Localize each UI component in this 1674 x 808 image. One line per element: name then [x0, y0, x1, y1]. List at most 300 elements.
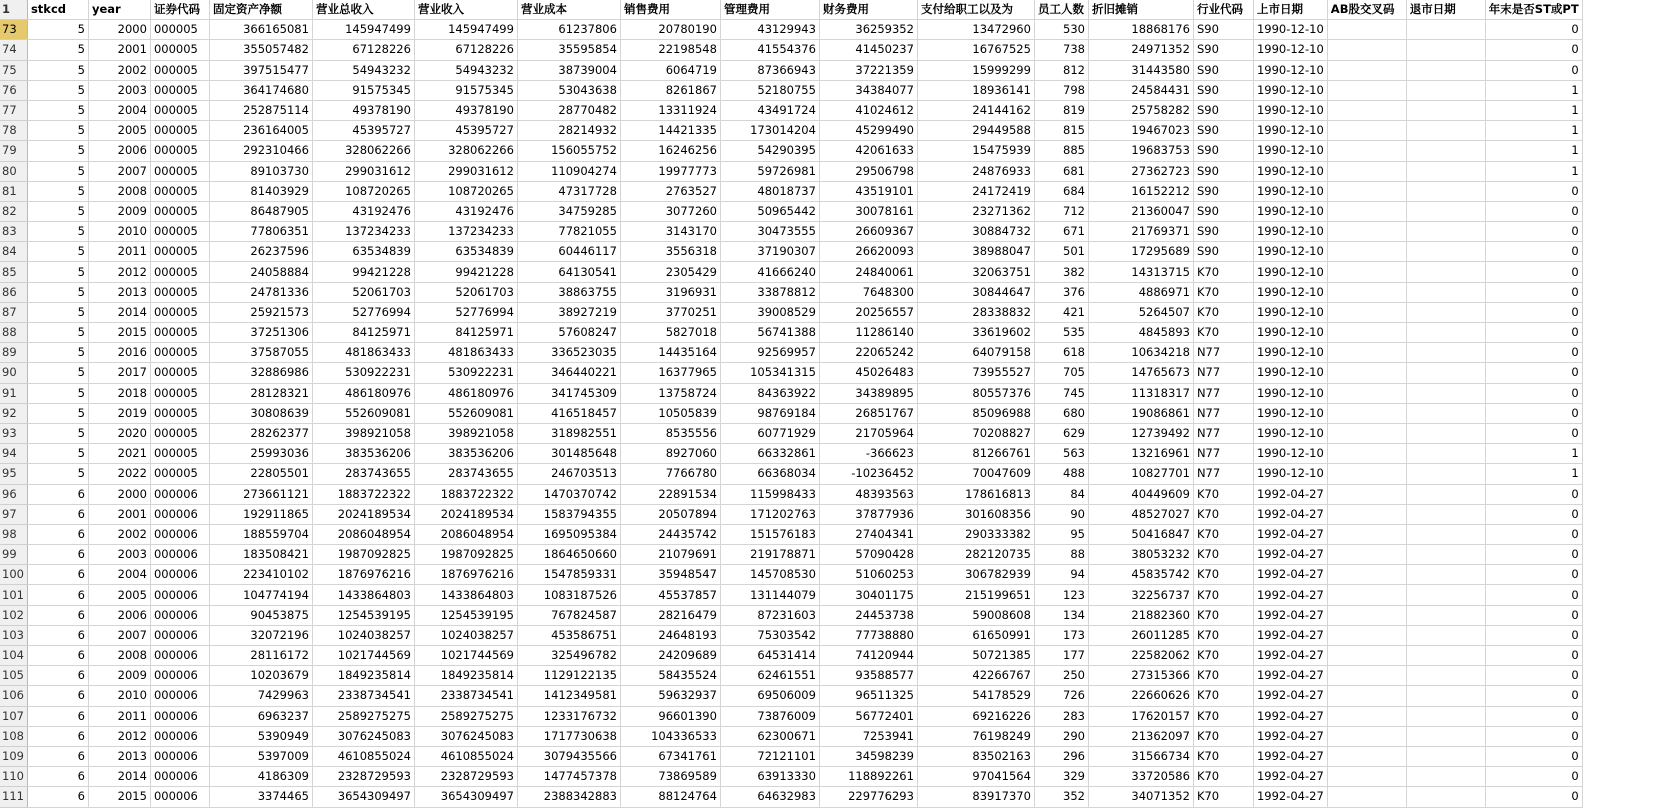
cell-admin_exp[interactable]: 33878812	[720, 282, 819, 302]
cell-fixed_assets[interactable]: 6963237	[209, 706, 312, 726]
cell-year[interactable]: 2007	[88, 161, 150, 181]
cell-admin_exp[interactable]: 145708530	[720, 565, 819, 585]
cell-cost[interactable]: 346440221	[517, 363, 620, 383]
cell-code[interactable]: 000006	[150, 625, 209, 645]
cell-delist[interactable]	[1406, 706, 1485, 726]
cell-employees[interactable]: 421	[1034, 302, 1088, 322]
cell-sales_exp[interactable]: 22198548	[620, 40, 720, 60]
cell-fixed_assets[interactable]: 89103730	[209, 161, 312, 181]
cell-fin_exp[interactable]: 30078161	[819, 201, 917, 221]
cell-industry[interactable]: N77	[1193, 363, 1253, 383]
cell-admin_exp[interactable]: 37190307	[720, 242, 819, 262]
cell-delist[interactable]	[1406, 201, 1485, 221]
cell-admin_exp[interactable]: 66368034	[720, 464, 819, 484]
cell-sales_exp[interactable]: 21079691	[620, 545, 720, 565]
cell-cost[interactable]: 325496782	[517, 646, 620, 666]
cell-cost[interactable]: 1233176732	[517, 706, 620, 726]
cell-fin_exp[interactable]: 48393563	[819, 484, 917, 504]
cell-depr[interactable]: 21882360	[1088, 605, 1193, 625]
cell-depr[interactable]: 19467023	[1088, 121, 1193, 141]
cell-stkcd[interactable]: 5	[27, 343, 88, 363]
cell-cost[interactable]: 1695095384	[517, 524, 620, 544]
cell-fixed_assets[interactable]: 3374465	[209, 787, 312, 807]
cell-fin_exp[interactable]: 27404341	[819, 524, 917, 544]
cell-fin_exp[interactable]: 26620093	[819, 242, 917, 262]
cell-payroll[interactable]: 178616813	[917, 484, 1034, 504]
cell-total_rev[interactable]: 52776994	[312, 302, 414, 322]
cell-cost[interactable]: 156055752	[517, 141, 620, 161]
cell-rev[interactable]: 2024189534	[414, 504, 517, 524]
cell-payroll[interactable]: 97041564	[917, 767, 1034, 787]
cell-payroll[interactable]: 69216226	[917, 706, 1034, 726]
cell-ab[interactable]	[1327, 242, 1406, 262]
cell-stkcd[interactable]: 6	[27, 746, 88, 766]
cell-st[interactable]: 0	[1485, 504, 1582, 524]
cell-sales_exp[interactable]: 13311924	[620, 100, 720, 120]
cell-admin_exp[interactable]: 48018737	[720, 181, 819, 201]
cell-total_rev[interactable]: 108720265	[312, 181, 414, 201]
column-header-list_date[interactable]: 上市日期	[1253, 0, 1327, 20]
cell-st[interactable]: 0	[1485, 484, 1582, 504]
cell-code[interactable]: 000005	[150, 222, 209, 242]
cell-year[interactable]: 2000	[88, 484, 150, 504]
cell-delist[interactable]	[1406, 161, 1485, 181]
cell-sales_exp[interactable]: 24648193	[620, 625, 720, 645]
cell-total_rev[interactable]: 552609081	[312, 403, 414, 423]
cell-rev[interactable]: 3654309497	[414, 787, 517, 807]
cell-code[interactable]: 000005	[150, 20, 209, 40]
cell-year[interactable]: 2006	[88, 141, 150, 161]
cell-industry[interactable]: K70	[1193, 726, 1253, 746]
cell-admin_exp[interactable]: 54290395	[720, 141, 819, 161]
cell-total_rev[interactable]: 99421228	[312, 262, 414, 282]
row-header[interactable]: 85	[0, 262, 27, 282]
cell-industry[interactable]: K70	[1193, 282, 1253, 302]
cell-st[interactable]: 0	[1485, 282, 1582, 302]
cell-ab[interactable]	[1327, 363, 1406, 383]
cell-depr[interactable]: 31566734	[1088, 746, 1193, 766]
cell-rev[interactable]: 481863433	[414, 343, 517, 363]
cell-cost[interactable]: 318982551	[517, 423, 620, 443]
cell-list_date[interactable]: 1990-12-10	[1253, 282, 1327, 302]
cell-depr[interactable]: 32256737	[1088, 585, 1193, 605]
cell-stkcd[interactable]: 5	[27, 20, 88, 40]
cell-admin_exp[interactable]: 151576183	[720, 524, 819, 544]
cell-code[interactable]: 000005	[150, 282, 209, 302]
cell-list_date[interactable]: 1992-04-27	[1253, 686, 1327, 706]
row-header[interactable]: 77	[0, 100, 27, 120]
cell-admin_exp[interactable]: 60771929	[720, 423, 819, 443]
cell-depr[interactable]: 38053232	[1088, 545, 1193, 565]
cell-ab[interactable]	[1327, 787, 1406, 807]
cell-employees[interactable]: 329	[1034, 767, 1088, 787]
cell-code[interactable]: 000005	[150, 100, 209, 120]
cell-depr[interactable]: 10634218	[1088, 343, 1193, 363]
cell-industry[interactable]: K70	[1193, 323, 1253, 343]
cell-delist[interactable]	[1406, 363, 1485, 383]
cell-cost[interactable]: 38863755	[517, 282, 620, 302]
cell-employees[interactable]: 95	[1034, 524, 1088, 544]
cell-rev[interactable]: 67128226	[414, 40, 517, 60]
cell-list_date[interactable]: 1992-04-27	[1253, 545, 1327, 565]
cell-total_rev[interactable]: 1883722322	[312, 484, 414, 504]
cell-sales_exp[interactable]: 14435164	[620, 343, 720, 363]
cell-total_rev[interactable]: 84125971	[312, 323, 414, 343]
cell-cost[interactable]: 60446117	[517, 242, 620, 262]
cell-cost[interactable]: 1547859331	[517, 565, 620, 585]
cell-fin_exp[interactable]: 7648300	[819, 282, 917, 302]
cell-st[interactable]: 0	[1485, 646, 1582, 666]
cell-delist[interactable]	[1406, 181, 1485, 201]
cell-sales_exp[interactable]: 8261867	[620, 80, 720, 100]
cell-total_rev[interactable]: 43192476	[312, 201, 414, 221]
cell-total_rev[interactable]: 2328729593	[312, 767, 414, 787]
cell-code[interactable]: 000005	[150, 80, 209, 100]
cell-delist[interactable]	[1406, 605, 1485, 625]
cell-fin_exp[interactable]: 77738880	[819, 625, 917, 645]
row-header[interactable]: 110	[0, 767, 27, 787]
cell-payroll[interactable]: 54178529	[917, 686, 1034, 706]
cell-employees[interactable]: 684	[1034, 181, 1088, 201]
cell-payroll[interactable]: 215199651	[917, 585, 1034, 605]
cell-admin_exp[interactable]: 87366943	[720, 60, 819, 80]
cell-sales_exp[interactable]: 3770251	[620, 302, 720, 322]
cell-rev[interactable]: 52776994	[414, 302, 517, 322]
cell-rev[interactable]: 3076245083	[414, 726, 517, 746]
row-header[interactable]: 101	[0, 585, 27, 605]
cell-ab[interactable]	[1327, 504, 1406, 524]
cell-fin_exp[interactable]: 41024612	[819, 100, 917, 120]
cell-fixed_assets[interactable]: 77806351	[209, 222, 312, 242]
cell-code[interactable]: 000005	[150, 40, 209, 60]
cell-fixed_assets[interactable]: 252875114	[209, 100, 312, 120]
cell-employees[interactable]: 501	[1034, 242, 1088, 262]
cell-cost[interactable]: 246703513	[517, 464, 620, 484]
cell-delist[interactable]	[1406, 666, 1485, 686]
cell-cost[interactable]: 64130541	[517, 262, 620, 282]
cell-st[interactable]: 1	[1485, 100, 1582, 120]
cell-depr[interactable]: 27362723	[1088, 161, 1193, 181]
cell-total_rev[interactable]: 2589275275	[312, 706, 414, 726]
cell-list_date[interactable]: 1990-12-10	[1253, 383, 1327, 403]
row-header[interactable]: 100	[0, 565, 27, 585]
cell-cost[interactable]: 2388342883	[517, 787, 620, 807]
cell-depr[interactable]: 19683753	[1088, 141, 1193, 161]
cell-sales_exp[interactable]: 20507894	[620, 504, 720, 524]
cell-rev[interactable]: 2589275275	[414, 706, 517, 726]
cell-stkcd[interactable]: 5	[27, 121, 88, 141]
cell-list_date[interactable]: 1992-04-27	[1253, 504, 1327, 524]
cell-stkcd[interactable]: 5	[27, 100, 88, 120]
column-header-year[interactable]: year	[88, 0, 150, 20]
cell-code[interactable]: 000006	[150, 726, 209, 746]
cell-fin_exp[interactable]: 29506798	[819, 161, 917, 181]
cell-code[interactable]: 000006	[150, 686, 209, 706]
cell-fixed_assets[interactable]: 24781336	[209, 282, 312, 302]
cell-year[interactable]: 2019	[88, 403, 150, 423]
row-header[interactable]: 94	[0, 444, 27, 464]
cell-rev[interactable]: 43192476	[414, 201, 517, 221]
cell-list_date[interactable]: 1990-12-10	[1253, 161, 1327, 181]
cell-sales_exp[interactable]: 14421335	[620, 121, 720, 141]
cell-stkcd[interactable]: 6	[27, 625, 88, 645]
cell-delist[interactable]	[1406, 242, 1485, 262]
column-header-fixed_assets[interactable]: 固定资产净额	[209, 0, 312, 20]
cell-ab[interactable]	[1327, 646, 1406, 666]
cell-sales_exp[interactable]: 8927060	[620, 444, 720, 464]
cell-ab[interactable]	[1327, 605, 1406, 625]
cell-fin_exp[interactable]: 21705964	[819, 423, 917, 443]
cell-ab[interactable]	[1327, 323, 1406, 343]
cell-code[interactable]: 000006	[150, 605, 209, 625]
cell-employees[interactable]: 488	[1034, 464, 1088, 484]
cell-rev[interactable]: 1021744569	[414, 646, 517, 666]
cell-st[interactable]: 1	[1485, 161, 1582, 181]
row-header[interactable]: 84	[0, 242, 27, 262]
cell-payroll[interactable]: 42266767	[917, 666, 1034, 686]
cell-fixed_assets[interactable]: 355057482	[209, 40, 312, 60]
row-header[interactable]: 87	[0, 302, 27, 322]
cell-cost[interactable]: 57608247	[517, 323, 620, 343]
cell-sales_exp[interactable]: 13758724	[620, 383, 720, 403]
cell-admin_exp[interactable]: 87231603	[720, 605, 819, 625]
cell-stkcd[interactable]: 5	[27, 222, 88, 242]
cell-total_rev[interactable]: 1987092825	[312, 545, 414, 565]
cell-fixed_assets[interactable]: 5397009	[209, 746, 312, 766]
cell-list_date[interactable]: 1992-04-27	[1253, 726, 1327, 746]
cell-rev[interactable]: 1883722322	[414, 484, 517, 504]
cell-sales_exp[interactable]: 16377965	[620, 363, 720, 383]
cell-employees[interactable]: 88	[1034, 545, 1088, 565]
cell-admin_exp[interactable]: 59726981	[720, 161, 819, 181]
cell-sales_exp[interactable]: 28216479	[620, 605, 720, 625]
cell-payroll[interactable]: 70208827	[917, 423, 1034, 443]
cell-fixed_assets[interactable]: 81403929	[209, 181, 312, 201]
cell-rev[interactable]: 530922231	[414, 363, 517, 383]
cell-rev[interactable]: 52061703	[414, 282, 517, 302]
cell-fin_exp[interactable]: 7253941	[819, 726, 917, 746]
cell-ab[interactable]	[1327, 444, 1406, 464]
cell-employees[interactable]: 671	[1034, 222, 1088, 242]
cell-list_date[interactable]: 1990-12-10	[1253, 121, 1327, 141]
cell-year[interactable]: 2006	[88, 605, 150, 625]
cell-st[interactable]: 0	[1485, 383, 1582, 403]
cell-ab[interactable]	[1327, 262, 1406, 282]
cell-rev[interactable]: 54943232	[414, 60, 517, 80]
row-header[interactable]: 93	[0, 423, 27, 443]
cell-cost[interactable]: 47317728	[517, 181, 620, 201]
cell-fin_exp[interactable]: 34598239	[819, 746, 917, 766]
cell-admin_exp[interactable]: 115998433	[720, 484, 819, 504]
cell-sales_exp[interactable]: 10505839	[620, 403, 720, 423]
cell-fixed_assets[interactable]: 236164005	[209, 121, 312, 141]
cell-year[interactable]: 2001	[88, 40, 150, 60]
cell-admin_exp[interactable]: 43129943	[720, 20, 819, 40]
cell-fin_exp[interactable]: 45299490	[819, 121, 917, 141]
row-header[interactable]: 90	[0, 363, 27, 383]
cell-admin_exp[interactable]: 50965442	[720, 201, 819, 221]
cell-fin_exp[interactable]: 24840061	[819, 262, 917, 282]
cell-sales_exp[interactable]: 67341761	[620, 746, 720, 766]
cell-delist[interactable]	[1406, 20, 1485, 40]
cell-total_rev[interactable]: 49378190	[312, 100, 414, 120]
cell-list_date[interactable]: 1992-04-27	[1253, 565, 1327, 585]
cell-cost[interactable]: 34759285	[517, 201, 620, 221]
cell-st[interactable]: 0	[1485, 20, 1582, 40]
cell-payroll[interactable]: 61650991	[917, 625, 1034, 645]
cell-delist[interactable]	[1406, 262, 1485, 282]
cell-fin_exp[interactable]: 96511325	[819, 686, 917, 706]
cell-payroll[interactable]: 24144162	[917, 100, 1034, 120]
cell-fixed_assets[interactable]: 86487905	[209, 201, 312, 221]
cell-rev[interactable]: 63534839	[414, 242, 517, 262]
row-header[interactable]: 106	[0, 686, 27, 706]
cell-code[interactable]: 000005	[150, 181, 209, 201]
cell-stkcd[interactable]: 6	[27, 484, 88, 504]
column-header-sales_exp[interactable]: 销售费用	[620, 0, 720, 20]
row-header[interactable]: 108	[0, 726, 27, 746]
cell-ab[interactable]	[1327, 100, 1406, 120]
cell-delist[interactable]	[1406, 60, 1485, 80]
cell-admin_exp[interactable]: 73876009	[720, 706, 819, 726]
cell-st[interactable]: 0	[1485, 363, 1582, 383]
cell-payroll[interactable]: 83502163	[917, 746, 1034, 766]
cell-st[interactable]: 0	[1485, 262, 1582, 282]
cell-industry[interactable]: N77	[1193, 423, 1253, 443]
cell-payroll[interactable]: 30884732	[917, 222, 1034, 242]
cell-depr[interactable]: 17295689	[1088, 242, 1193, 262]
cell-total_rev[interactable]: 1876976216	[312, 565, 414, 585]
cell-delist[interactable]	[1406, 484, 1485, 504]
cell-fixed_assets[interactable]: 28262377	[209, 423, 312, 443]
cell-depr[interactable]: 14313715	[1088, 262, 1193, 282]
cell-stkcd[interactable]: 6	[27, 545, 88, 565]
cell-fin_exp[interactable]: 24453738	[819, 605, 917, 625]
cell-admin_exp[interactable]: 72121101	[720, 746, 819, 766]
cell-st[interactable]: 0	[1485, 746, 1582, 766]
cell-fixed_assets[interactable]: 25993036	[209, 444, 312, 464]
cell-ab[interactable]	[1327, 666, 1406, 686]
cell-employees[interactable]: 563	[1034, 444, 1088, 464]
cell-admin_exp[interactable]: 64632983	[720, 787, 819, 807]
cell-fixed_assets[interactable]: 26237596	[209, 242, 312, 262]
column-header-total_rev[interactable]: 营业总收入	[312, 0, 414, 20]
cell-stkcd[interactable]: 5	[27, 282, 88, 302]
cell-st[interactable]: 0	[1485, 767, 1582, 787]
cell-total_rev[interactable]: 2338734541	[312, 686, 414, 706]
cell-stkcd[interactable]: 5	[27, 161, 88, 181]
cell-ab[interactable]	[1327, 161, 1406, 181]
cell-delist[interactable]	[1406, 121, 1485, 141]
cell-cost[interactable]: 1864650660	[517, 545, 620, 565]
cell-year[interactable]: 2015	[88, 787, 150, 807]
cell-ab[interactable]	[1327, 141, 1406, 161]
cell-employees[interactable]: 173	[1034, 625, 1088, 645]
cell-delist[interactable]	[1406, 504, 1485, 524]
cell-cost[interactable]: 416518457	[517, 403, 620, 423]
cell-sales_exp[interactable]: 3196931	[620, 282, 720, 302]
cell-employees[interactable]: 250	[1034, 666, 1088, 686]
cell-payroll[interactable]: 59008608	[917, 605, 1034, 625]
cell-industry[interactable]: K70	[1193, 767, 1253, 787]
cell-year[interactable]: 2010	[88, 222, 150, 242]
cell-payroll[interactable]: 23271362	[917, 201, 1034, 221]
cell-st[interactable]: 0	[1485, 625, 1582, 645]
cell-cost[interactable]: 38739004	[517, 60, 620, 80]
cell-admin_exp[interactable]: 56741388	[720, 323, 819, 343]
cell-stkcd[interactable]: 5	[27, 363, 88, 383]
cell-ab[interactable]	[1327, 403, 1406, 423]
cell-code[interactable]: 000005	[150, 444, 209, 464]
cell-fin_exp[interactable]: -366623	[819, 444, 917, 464]
cell-total_rev[interactable]: 1021744569	[312, 646, 414, 666]
cell-list_date[interactable]: 1992-04-27	[1253, 484, 1327, 504]
cell-code[interactable]: 000006	[150, 746, 209, 766]
cell-payroll[interactable]: 76198249	[917, 726, 1034, 746]
cell-industry[interactable]: K70	[1193, 605, 1253, 625]
cell-list_date[interactable]: 1990-12-10	[1253, 222, 1327, 242]
cell-ab[interactable]	[1327, 343, 1406, 363]
row-header[interactable]: 76	[0, 80, 27, 100]
cell-stkcd[interactable]: 6	[27, 585, 88, 605]
cell-ab[interactable]	[1327, 40, 1406, 60]
cell-payroll[interactable]: 306782939	[917, 565, 1034, 585]
cell-fixed_assets[interactable]: 366165081	[209, 20, 312, 40]
cell-depr[interactable]: 4886971	[1088, 282, 1193, 302]
cell-code[interactable]: 000006	[150, 787, 209, 807]
cell-delist[interactable]	[1406, 545, 1485, 565]
cell-payroll[interactable]: 13472960	[917, 20, 1034, 40]
cell-admin_exp[interactable]: 219178871	[720, 545, 819, 565]
row-header[interactable]: 111	[0, 787, 27, 807]
cell-industry[interactable]: K70	[1193, 484, 1253, 504]
cell-sales_exp[interactable]: 35948547	[620, 565, 720, 585]
cell-admin_exp[interactable]: 75303542	[720, 625, 819, 645]
cell-industry[interactable]: S90	[1193, 40, 1253, 60]
cell-payroll[interactable]: 282120735	[917, 545, 1034, 565]
cell-rev[interactable]: 1024038257	[414, 625, 517, 645]
cell-admin_exp[interactable]: 66332861	[720, 444, 819, 464]
cell-list_date[interactable]: 1990-12-10	[1253, 444, 1327, 464]
cell-stkcd[interactable]: 6	[27, 767, 88, 787]
cell-cost[interactable]: 35595854	[517, 40, 620, 60]
cell-admin_exp[interactable]: 98769184	[720, 403, 819, 423]
cell-employees[interactable]: 712	[1034, 201, 1088, 221]
column-header-payroll[interactable]: 支付给职工以及为	[917, 0, 1034, 20]
cell-depr[interactable]: 10827701	[1088, 464, 1193, 484]
row-header[interactable]: 80	[0, 161, 27, 181]
cell-ab[interactable]	[1327, 585, 1406, 605]
cell-total_rev[interactable]: 45395727	[312, 121, 414, 141]
cell-employees[interactable]: 530	[1034, 20, 1088, 40]
cell-code[interactable]: 000005	[150, 201, 209, 221]
cell-depr[interactable]: 13216961	[1088, 444, 1193, 464]
cell-fin_exp[interactable]: 56772401	[819, 706, 917, 726]
cell-employees[interactable]: 94	[1034, 565, 1088, 585]
cell-delist[interactable]	[1406, 726, 1485, 746]
cell-employees[interactable]: 745	[1034, 383, 1088, 403]
cell-admin_exp[interactable]: 171202763	[720, 504, 819, 524]
cell-code[interactable]: 000005	[150, 161, 209, 181]
cell-delist[interactable]	[1406, 282, 1485, 302]
cell-stkcd[interactable]: 5	[27, 403, 88, 423]
cell-year[interactable]: 2002	[88, 60, 150, 80]
cell-depr[interactable]: 21360047	[1088, 201, 1193, 221]
cell-fixed_assets[interactable]: 22805501	[209, 464, 312, 484]
cell-payroll[interactable]: 70047609	[917, 464, 1034, 484]
cell-total_rev[interactable]: 283743655	[312, 464, 414, 484]
cell-year[interactable]: 2017	[88, 363, 150, 383]
